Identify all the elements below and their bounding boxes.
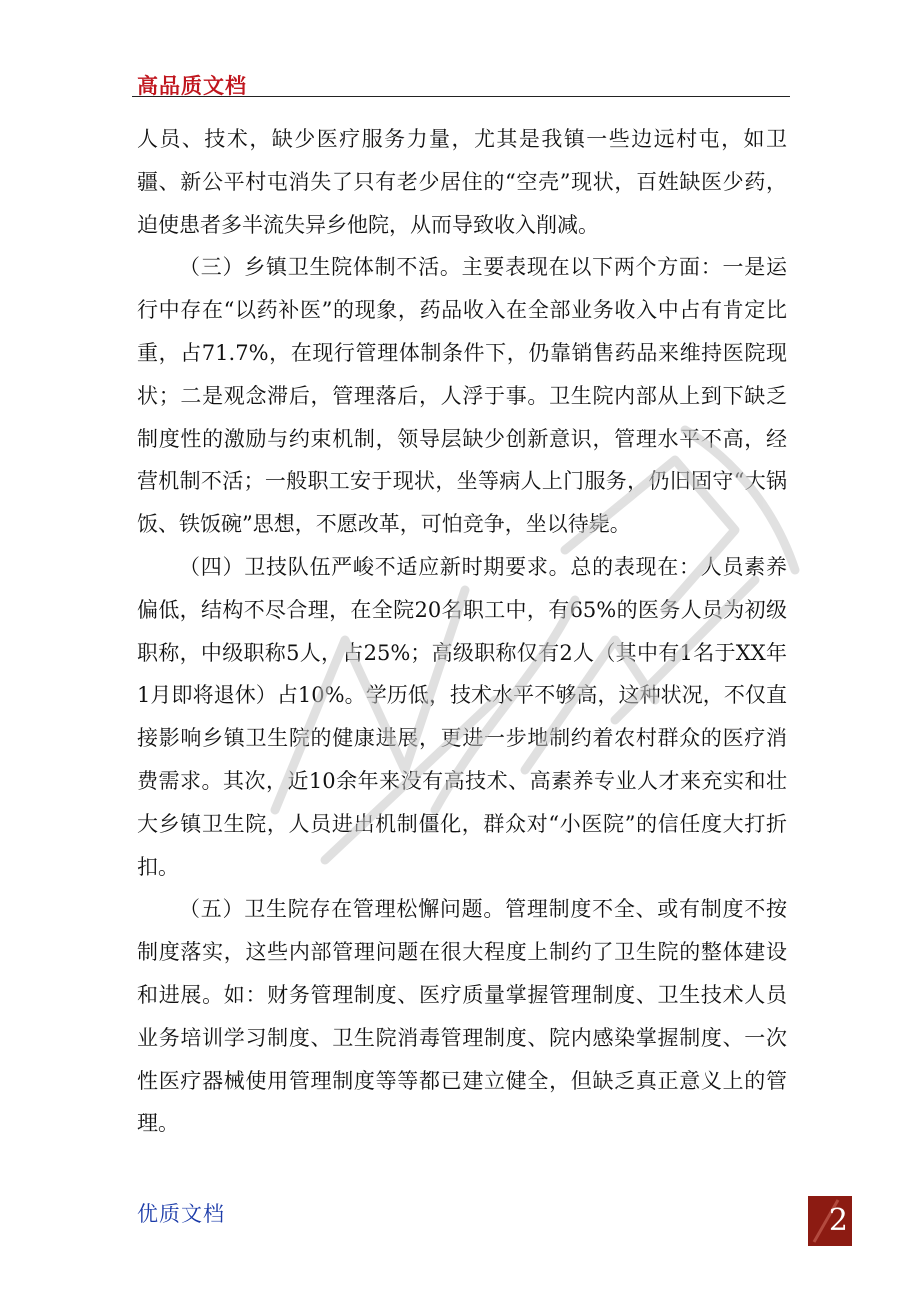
paragraph-2: （三）乡镇卫生院体制不活。主要表现在以下两个方面：一是运行中存在“以药补医”的现象，药品收入在全部业务收入中占有肯定比重，占71.7%，在现行管理体制条件下，仍靠销售药品来维持医院现状；二是观念滞后，管理落后，人浮于事。卫生院内部从上到下缺乏制度性的激励与约束机制，领导层缺少创新意识，管理水平不高，经营机制不活；一般职工安于现状，坐等病人上门服务，仍旧固守“大锅饭、铁饭碗”思想，不愿改革，可怕竞争，坐以待毙。: [137, 255, 787, 537]
header-title: 高品质文档: [137, 74, 247, 98]
page-number: 2: [828, 1203, 848, 1238]
footer-title: 优质文档: [137, 1202, 225, 1226]
page-number-badge: [808, 1196, 852, 1246]
paragraph-3: （四）卫技队伍严峻不适应新时期要求。总的表现在：人员素养偏低，结构不尽合理，在全院20名职工中，有65%的医务人员为初级职称，中级职称5人，占25%；高级职称仅有2人（其中有1名于XX年1月即将退休）占10%。学历低，技术水平不够高，这种状况，不仅直接影响乡镇卫生院的健康进展，更进一步地制约着农村群众的医疗消费需求。其次，近10余年来没有高技术、高素养专业人才来充实和壮大乡镇卫生院，人员进出机制僵化，群众对“小医院”的信任度大打折扣。: [137, 554, 787, 879]
paragraph-4: （五）卫生院存在管理松懈问题。管理制度不全、或有制度不按制度落实，这些内部管理问题在很大程度上制约了卫生院的整体建设和进展。如：财务管理制度、医疗质量掌握管理制度、卫生技术人员业务培训学习制度、卫生院消毒管理制度、院内感染掌握制度、一次性医疗器械使用管理制度等等都已建立健全，但缺乏真正意义上的管理。: [137, 897, 787, 1136]
paragraph-1: 人员、技术，缺少医疗服务力量，尤其是我镇一些边远村屯，如卫疆、新公平村屯消失了只有老少居住的“空壳”现状，百姓缺医少药，迫使患者多半流失异乡他院，从而导致收入削减。: [137, 127, 787, 237]
header-divider: [132, 96, 790, 97]
document-body: [137, 118, 787, 1145]
